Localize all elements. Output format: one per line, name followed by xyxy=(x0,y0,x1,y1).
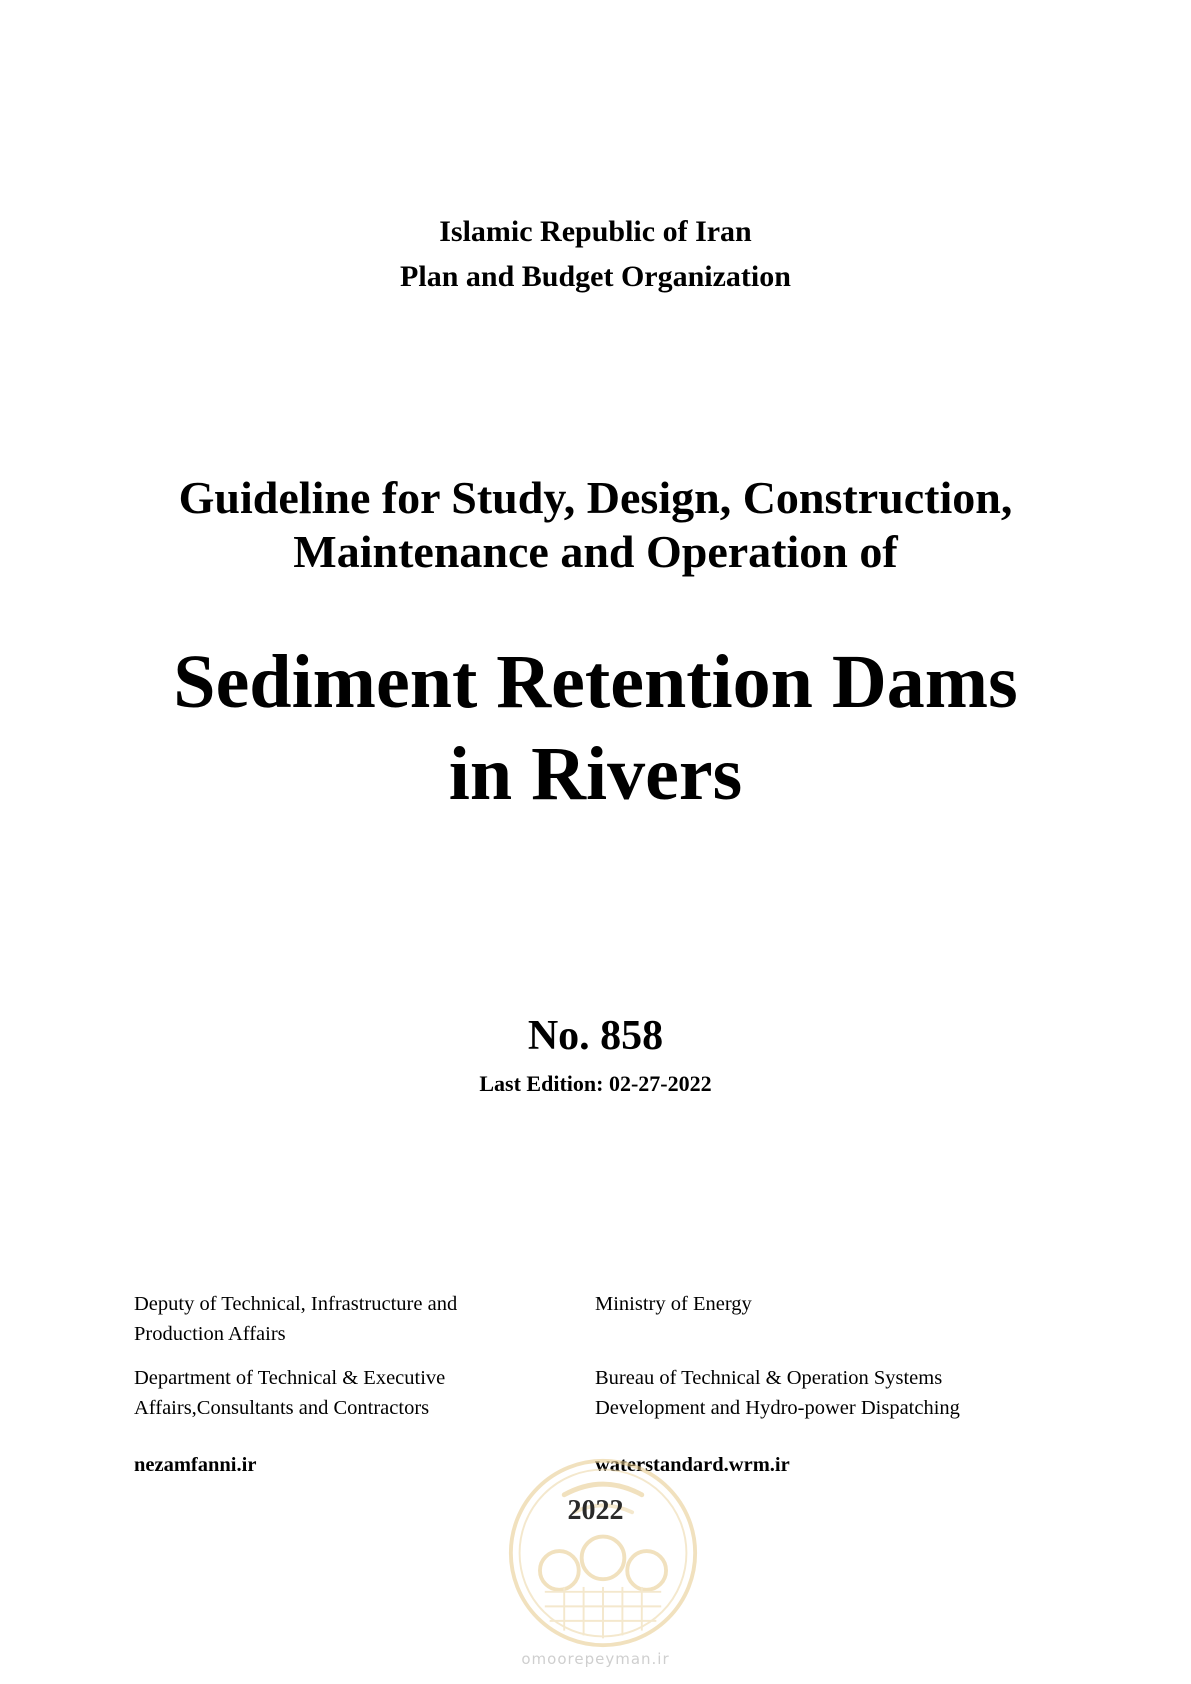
bureau-line1: Bureau of Technical & Operation Systems xyxy=(595,1367,943,1389)
edition-date: Last Edition: 02-27-2022 xyxy=(479,1071,712,1096)
organization-name: Plan and Budget Organization xyxy=(400,260,791,293)
watermark-caption: omoorepeyman.ir xyxy=(521,1650,670,1668)
publication-year: 2022 xyxy=(567,1495,624,1526)
deputy-line2: Production Affairs xyxy=(134,1323,286,1345)
ministry-name: Ministry of Energy xyxy=(595,1293,752,1315)
department-line1: Department of Technical & Executive xyxy=(134,1367,446,1389)
seal-emblem-icon xyxy=(506,1456,700,1650)
country-name: Islamic Republic of Iran xyxy=(439,215,752,248)
document-title-line2: in Rivers xyxy=(448,732,743,816)
waterstandard-link[interactable]: waterstandard.wrm.ir xyxy=(595,1454,790,1476)
deputy-line1: Deputy of Technical, Infrastructure and xyxy=(134,1293,458,1315)
guideline-subtitle-line1: Guideline for Study, Design, Construction, xyxy=(178,472,1013,523)
guideline-subtitle-line2: Maintenance and Operation of xyxy=(293,526,898,577)
nezamfanni-link[interactable]: nezamfanni.ir xyxy=(134,1454,257,1476)
publication-number: No. 858 xyxy=(527,1013,664,1059)
department-line2: Affairs,Consultants and Contractors xyxy=(134,1397,430,1419)
document-title-line1: Sediment Retention Dams xyxy=(173,640,1018,724)
bureau-line2: Development and Hydro-power Dispatching xyxy=(595,1397,960,1419)
